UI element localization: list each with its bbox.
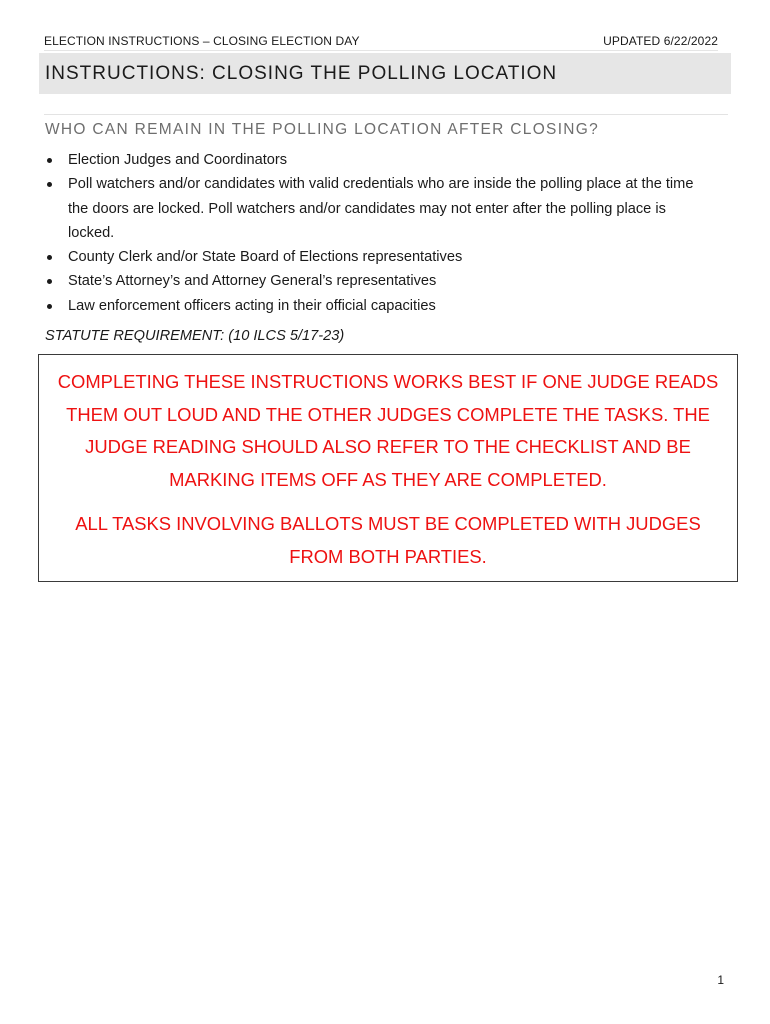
list-item xyxy=(45,269,710,293)
list-item xyxy=(45,148,710,172)
page-title: INSTRUCTIONS: CLOSING THE POLLING LOCATION xyxy=(45,62,558,84)
statute-requirement: STATUTE REQUIREMENT: (10 ILCS 5/17-23) xyxy=(45,328,345,344)
header-document-title: ELECTION INSTRUCTIONS – CLOSING ELECTION DAY xyxy=(44,34,360,48)
bullet-icon xyxy=(47,304,52,309)
page-header xyxy=(44,30,718,51)
list-item-text: Law enforcement officers acting in their official capacities xyxy=(68,297,436,314)
notice-paragraph-ballots: ALL TASKS INVOLVING BALLOTS MUST BE COMPLETED WITH JUDGES FROM BOTH PARTIES. xyxy=(75,513,701,567)
section-divider xyxy=(44,114,728,115)
list-item-text: State’s Attorney’s and Attorney General’s representatives xyxy=(68,273,437,290)
who-can-remain-list xyxy=(45,148,710,318)
list-item xyxy=(45,294,710,318)
list-item-text: Poll watchers and/or candidates with valid credentials who are inside the polling place at the time the doors are locked. Poll watchers and/or candidates may not enter after the polling place is locked. xyxy=(68,176,694,241)
section-heading: WHO CAN REMAIN IN THE POLLING LOCATION AFTER CLOSING? xyxy=(45,121,600,138)
list-item xyxy=(45,172,710,245)
list-item-text: Election Judges and Coordinators xyxy=(68,152,288,168)
notice-paragraph-reading: COMPLETING THESE INSTRUCTIONS WORKS BEST IF ONE JUDGE READS THEM OUT LOUD AND THE OTHER JUDGES COMPLETE THE TASKS. THE JUDGE READING SHOULD ALSO REFER TO THE CHECKLIST AND BE MARKING ITEMS OFF AS THEY ARE COMPLETED. xyxy=(57,371,719,490)
page-number: 1 xyxy=(717,973,724,987)
notice-box xyxy=(38,354,738,582)
list-item-text: County Clerk and/or State Board of Elections representatives xyxy=(68,249,463,266)
bullet-icon xyxy=(47,279,52,284)
bullet-icon xyxy=(47,255,52,260)
header-updated-date: UPDATED 6/22/2022 xyxy=(603,34,718,48)
bullet-icon xyxy=(47,182,52,187)
list-item xyxy=(45,245,710,269)
bullet-icon xyxy=(47,158,52,163)
page-title-bar xyxy=(39,53,731,94)
